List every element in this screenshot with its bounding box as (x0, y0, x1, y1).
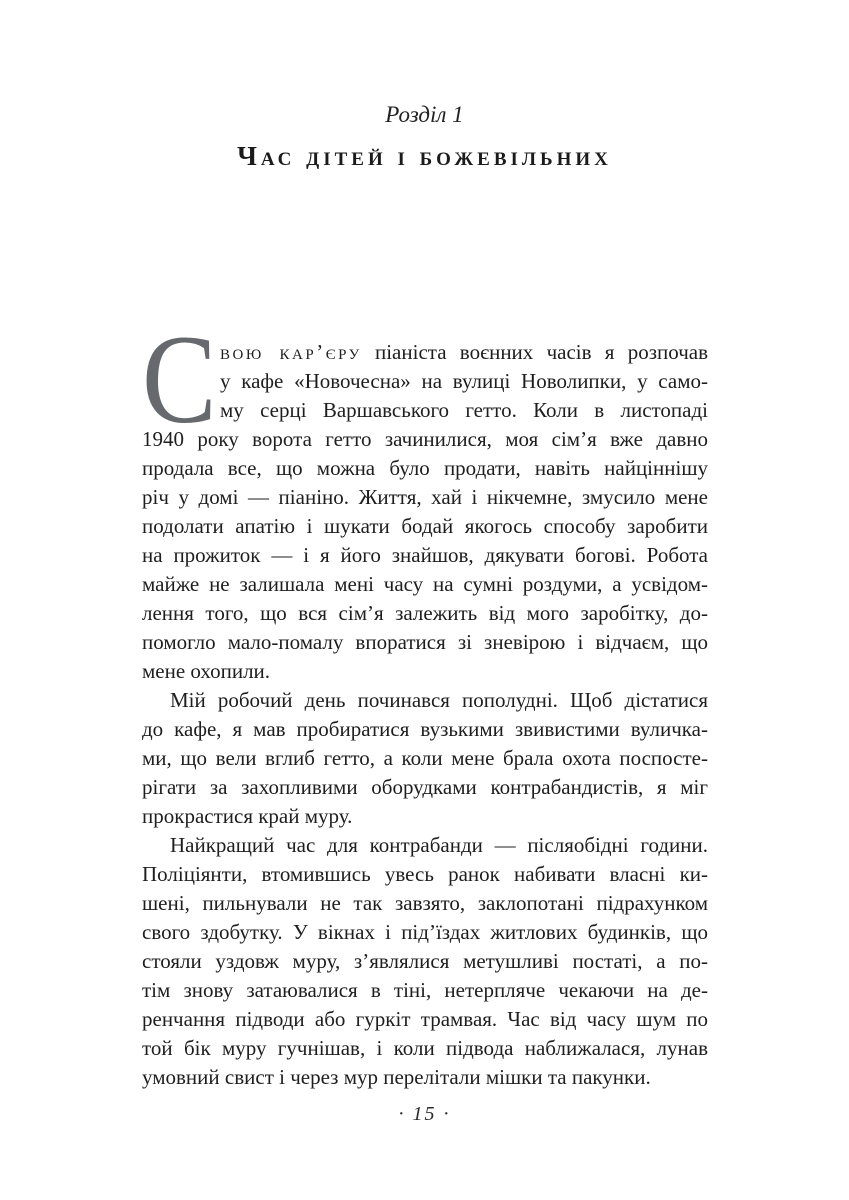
chapter-title: Час дітей і божевільних (237, 141, 612, 171)
text-line: лення того, що вся сім’я залежить від мого заробітку, до- (142, 601, 708, 625)
runin-small-caps: вою кар’єру (220, 340, 362, 364)
text-line: ми, що вели вглиб гетто, а коли мене брала охота поспосте- (142, 746, 708, 770)
text-line: майже не залишала мені часу на сумні роздуми, а усвідом- (142, 572, 708, 596)
text-line: у кафе «Новочесна» на вулиці Новолипки, у само- (220, 369, 708, 393)
chapter-number: Розділ 1 (385, 102, 464, 127)
text-line: Поліціянти, втомившись увесь ранок набивати власні ки- (142, 862, 708, 886)
text-line: рігати за захопливими оборудками контрабандистів, я міг (142, 775, 708, 799)
paragraph (142, 686, 708, 831)
text-line: прокрастися край муру. (142, 804, 353, 828)
text-line: умовний свист і через мур перелітали мішки та пакунки. (142, 1065, 651, 1089)
text-line (142, 338, 708, 367)
text-line: свого здобутку. У вікнах і під’їздах житлових будинків, що (142, 920, 708, 944)
text-line: подолати апатію і шукати бодай якогось способу заробити (142, 514, 708, 538)
text-line: Найкращий час для контрабанди — післяобідні години. (170, 833, 708, 857)
text-line-rest: піаніста воєнних часів я розпочав (374, 340, 709, 364)
text-line: продала все, що можна було продати, навіть найціннішу (142, 456, 708, 480)
text-line: Мій робочий день починався пополудні. Щоб дістатися (170, 688, 708, 712)
text-line: ренчання підводи або гуркіт трамвая. Час від часу шум по (142, 1007, 708, 1031)
text-line: стояли уздовж муру, з’являлися метушливі постаті, а по- (142, 949, 708, 973)
text-line: той бік муру гучнішав, і коли підвода наближалася, лунав (142, 1036, 708, 1060)
text-line: тім знову затаювалися в тіні, нетерпляче чекаючи на де- (142, 978, 708, 1002)
page-number: · 15 · (398, 1103, 451, 1125)
text-line: до кафе, я мав пробиратися вузькими звивистими вуличка- (142, 717, 708, 741)
text-line: шені, пильнували не так завзято, заклопотані підрахунком (142, 891, 708, 915)
text-line: мене охопили. (142, 659, 271, 683)
drop-cap: С (142, 310, 217, 450)
text-line: му серці Варшавського гетто. Коли в листопаді (220, 398, 708, 422)
body-text (142, 310, 709, 1092)
paragraph (142, 310, 709, 686)
text-line: на прожиток — і я його знайшов, дякувати богові. Робота (142, 543, 708, 567)
text-line: річ у домі — піаніно. Життя, хай і нікчемне, змусило мене (142, 485, 708, 509)
paragraph (142, 831, 708, 1092)
text-line: помогло мало-помалу впоратися зі зневірою і відчаєм, що (142, 630, 708, 654)
text-line: 1940 року ворота гетто зачинилися, моя сім’я вже давно (142, 427, 708, 451)
